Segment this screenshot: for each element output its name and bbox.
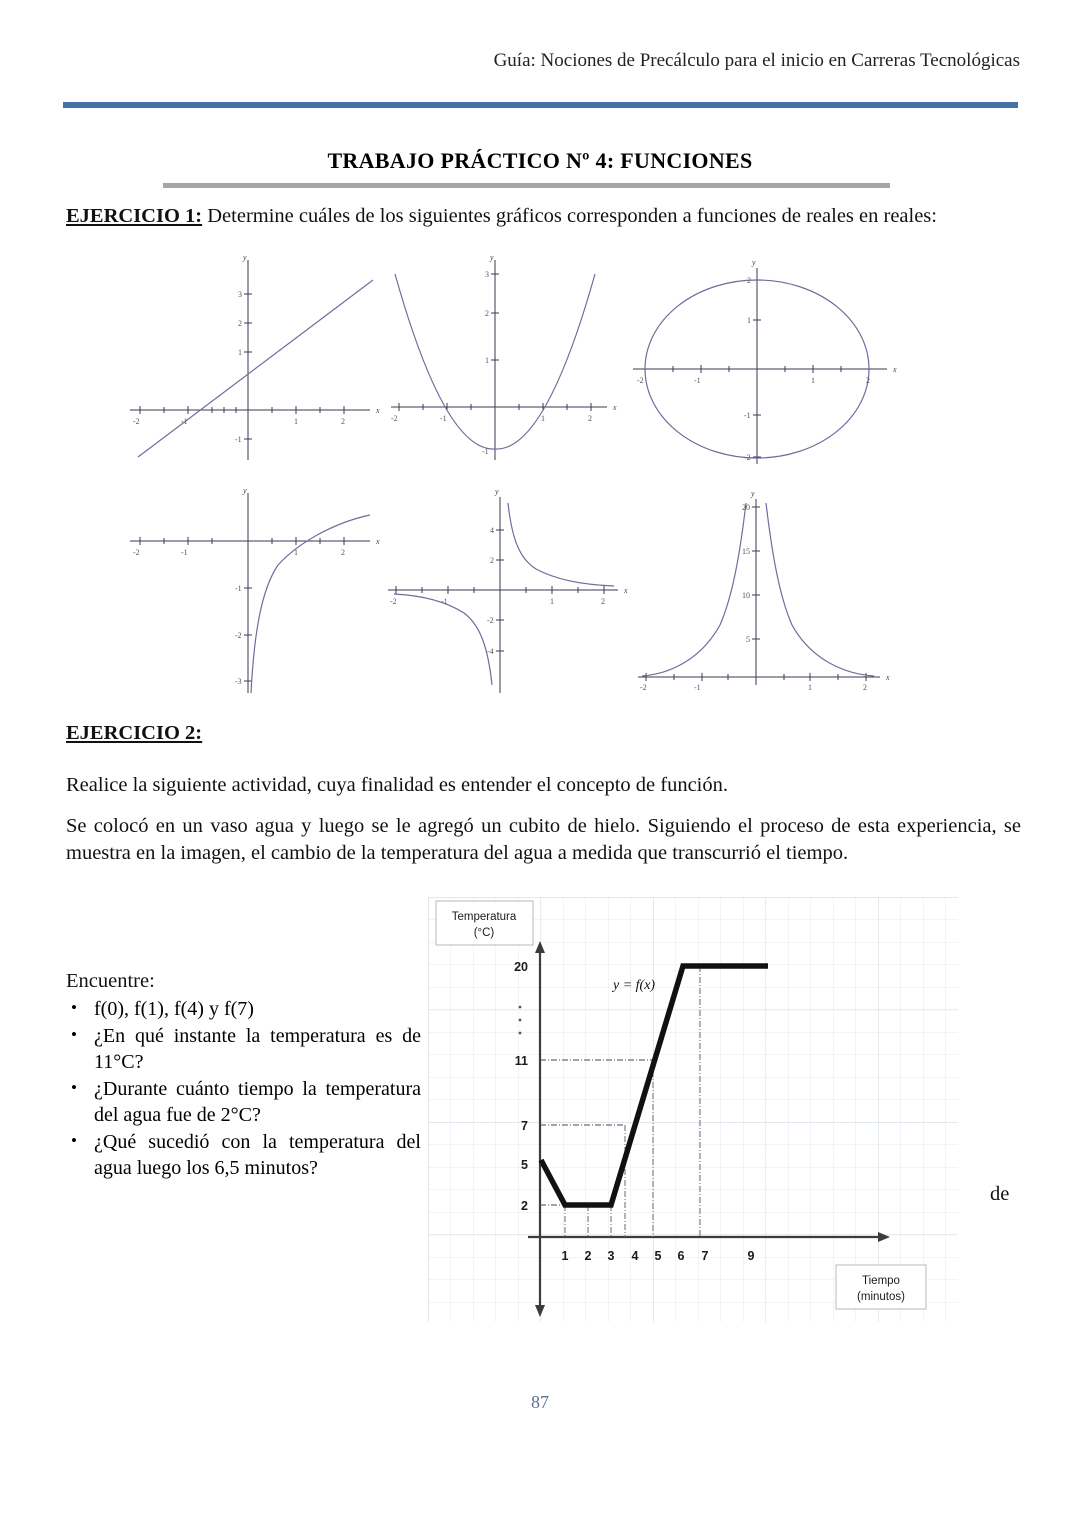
svg-text:x: x <box>376 406 380 415</box>
svg-text:-2: -2 <box>390 597 397 606</box>
svg-text:-2: -2 <box>744 453 751 462</box>
svg-text:x: x <box>613 403 617 412</box>
exercise-2-prompt: Encuentre: <box>66 970 155 992</box>
svg-text:2: 2 <box>588 414 592 423</box>
svg-text:-2: -2 <box>133 548 140 557</box>
stray-word: de <box>990 1183 1010 1205</box>
header-divider-rule <box>63 102 1018 108</box>
list-item: • f(0), f(1), f(4) y f(7) <box>66 996 421 1022</box>
svg-text:y: y <box>243 253 247 262</box>
svg-text:y: y <box>495 487 499 496</box>
temperature-time-chart <box>428 897 958 1322</box>
graph-linear-function <box>118 252 386 467</box>
svg-text:1: 1 <box>811 376 815 385</box>
svg-text:Tiempo: Tiempo <box>862 1275 900 1287</box>
svg-text:9: 9 <box>747 1249 755 1263</box>
svg-text:6: 6 <box>677 1249 685 1263</box>
svg-text:1: 1 <box>238 348 242 357</box>
page-number: 87 <box>531 1392 549 1412</box>
svg-text:-1: -1 <box>181 417 188 426</box>
svg-text:1: 1 <box>294 417 298 426</box>
svg-text:10: 10 <box>742 591 750 600</box>
svg-text:20: 20 <box>742 503 750 512</box>
svg-text:7: 7 <box>521 1119 528 1133</box>
svg-text:x: x <box>893 365 897 374</box>
svg-text:-2: -2 <box>235 631 242 640</box>
list-item: • ¿En qué instante la temperatura es de 11°C? <box>66 1023 421 1075</box>
svg-text:5: 5 <box>746 635 750 644</box>
svg-text:2: 2 <box>341 548 345 557</box>
svg-text:y: y <box>490 253 494 262</box>
svg-text:2: 2 <box>485 309 489 318</box>
svg-text:2: 2 <box>747 276 751 285</box>
svg-text:-1: -1 <box>441 597 448 606</box>
svg-text:7: 7 <box>701 1249 709 1263</box>
exercise-2-paragraph-1: Realice la siguiente actividad, cuya finalidad es entender el concepto de función. <box>66 774 728 796</box>
svg-text:2: 2 <box>601 597 605 606</box>
svg-text:1: 1 <box>485 356 489 365</box>
svg-text:(°C): (°C) <box>473 927 495 939</box>
svg-text:-2: -2 <box>391 414 398 423</box>
svg-text:-2: -2 <box>637 376 644 385</box>
svg-text:15: 15 <box>742 547 750 556</box>
svg-text:(minutos): (minutos) <box>857 1291 905 1303</box>
svg-text:-2: -2 <box>487 616 494 625</box>
svg-text:-1: -1 <box>694 683 701 692</box>
exercise-2-label: EJERCICIO 2: <box>66 722 203 744</box>
svg-text:1: 1 <box>808 683 812 692</box>
svg-text:-1: -1 <box>694 376 701 385</box>
svg-text:2: 2 <box>490 556 494 565</box>
svg-text:x: x <box>886 673 890 682</box>
svg-text:1: 1 <box>747 316 751 325</box>
svg-text:2: 2 <box>521 1199 528 1213</box>
graph-logarithm <box>118 485 386 700</box>
svg-text:x: x <box>624 586 628 595</box>
svg-text:-4: -4 <box>487 647 494 656</box>
svg-text:3: 3 <box>485 270 489 279</box>
svg-text:5: 5 <box>521 1158 528 1172</box>
svg-text:y: y <box>752 258 756 267</box>
graph-parabola <box>385 252 620 467</box>
svg-text:4: 4 <box>490 526 494 535</box>
page-title-text: TRABAJO PRÁCTICO Nº 4: FUNCIONES <box>327 148 753 173</box>
svg-text:2: 2 <box>341 417 345 426</box>
list-item: • ¿Durante cuánto tiempo la temperatura del agua fue de 2°C? <box>66 1076 421 1128</box>
exercise-2-heading <box>66 720 466 747</box>
svg-text:-1: -1 <box>744 411 751 420</box>
exercise-2-paragraph-2: Se colocó en un vaso agua y luego se le agregó un cubito de hielo. Siguiendo el proceso de esta experiencia, se muestra en la imagen, el cambio de la temperatura del agua a medida que transcurrió el tiempo. <box>66 815 1021 864</box>
svg-text:1: 1 <box>541 414 545 423</box>
graph-inverse-square <box>628 485 913 700</box>
exercise-1-label: EJERCICIO 1: <box>66 205 203 227</box>
running-header-text: Guía: Nociones de Precálculo para el inicio en Carreras Tecnológicas <box>493 50 1020 71</box>
svg-text:-3: -3 <box>235 677 242 686</box>
svg-text:-1: -1 <box>482 447 489 456</box>
svg-text:2: 2 <box>863 683 867 692</box>
svg-text:2: 2 <box>238 319 242 328</box>
exercise-1-paragraph <box>66 203 1021 230</box>
running-header <box>0 50 1080 72</box>
exercise-1-statement: Determine cuáles de los siguientes gráficos corresponden a funciones de reales en reales: <box>202 205 937 227</box>
exercise-2-question-list <box>66 996 421 1182</box>
svg-text:4: 4 <box>631 1249 639 1263</box>
page-title <box>0 148 1080 174</box>
svg-text:20: 20 <box>514 960 528 974</box>
graph-hyperbola <box>378 485 633 700</box>
svg-text:-1: -1 <box>235 435 242 444</box>
svg-text:1: 1 <box>550 597 554 606</box>
graph-ellipse <box>625 252 915 477</box>
svg-text:-2: -2 <box>640 683 647 692</box>
svg-text:11: 11 <box>514 1054 528 1068</box>
svg-text:y = f(x): y = f(x) <box>613 978 656 993</box>
svg-text:1: 1 <box>561 1249 569 1263</box>
list-item: • ¿Qué sucedió con la temperatura del agua luego los 6,5 minutos? <box>66 1129 421 1181</box>
title-divider-rule <box>163 183 890 188</box>
svg-text:Temperatura: Temperatura <box>451 911 517 923</box>
svg-text:-1: -1 <box>440 414 447 423</box>
svg-text:-2: -2 <box>133 417 140 426</box>
svg-text:2: 2 <box>866 376 870 385</box>
svg-text:y: y <box>751 489 755 498</box>
svg-text:5: 5 <box>654 1249 662 1263</box>
svg-text:1: 1 <box>294 548 298 557</box>
svg-text:2: 2 <box>584 1249 592 1263</box>
svg-text:3: 3 <box>607 1249 615 1263</box>
svg-text:-1: -1 <box>181 548 188 557</box>
svg-text:-1: -1 <box>235 584 242 593</box>
svg-text:x: x <box>376 537 380 546</box>
svg-text:3: 3 <box>238 290 242 299</box>
svg-text:y: y <box>243 486 247 495</box>
